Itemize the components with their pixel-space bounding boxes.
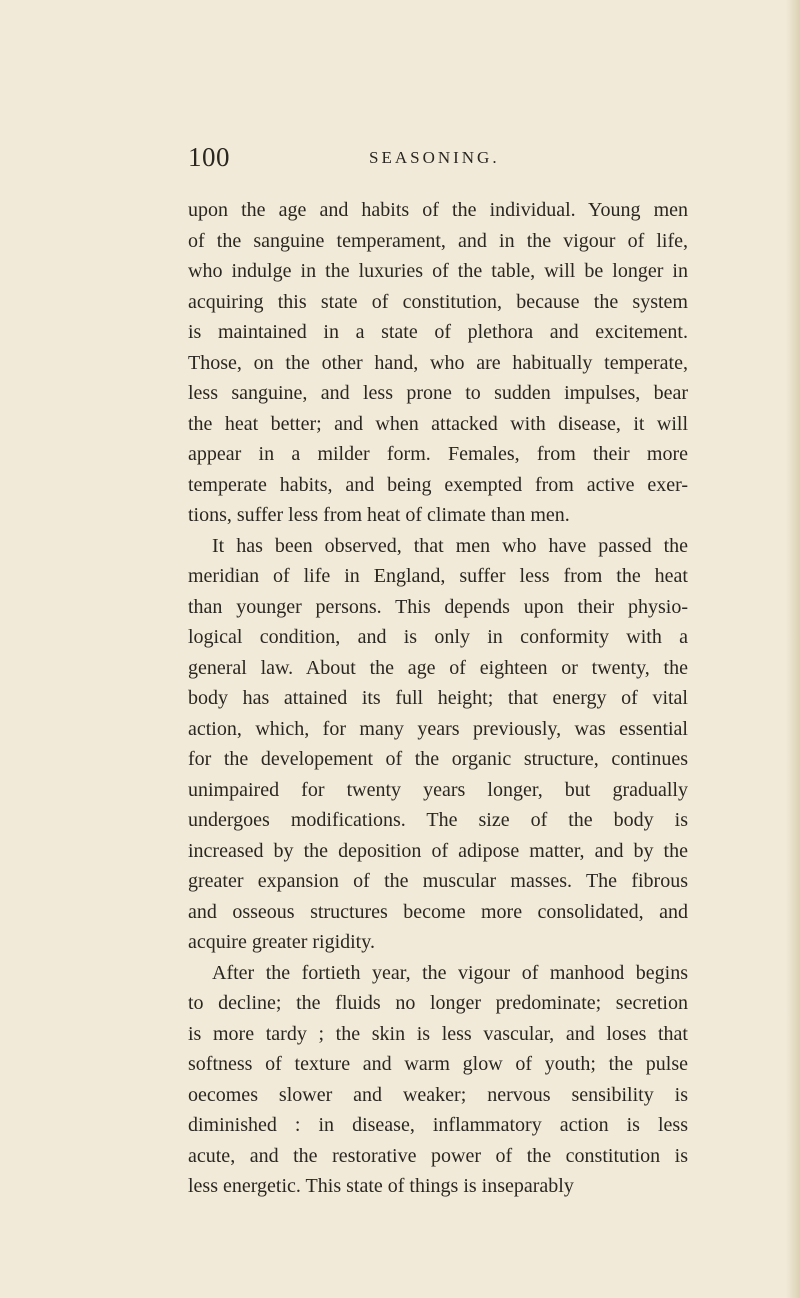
- text-line: greater expansion of the muscular masses. The fibrous: [188, 870, 688, 892]
- text-line: general law. About the age of eighteen or twenty, the: [188, 656, 688, 679]
- page-header: [188, 142, 688, 182]
- text-line: appear in a milder form. Females, from their more: [188, 443, 688, 465]
- text-line: is more tardy ; the skin is less vascular, and loses that: [188, 1022, 688, 1045]
- text-line: oecomes slower and weaker; nervous sensibility is: [188, 1083, 688, 1106]
- text-line: upon the age and habits of the individual. Young men: [188, 199, 688, 221]
- paragraph: [188, 958, 688, 1202]
- text-line: and osseous structures become more consolidated, and: [188, 900, 688, 923]
- paragraph: [188, 531, 688, 958]
- text-line: increased by the deposition of adipose matter, and by the: [188, 839, 688, 862]
- text-line: undergoes modifications. The size of the body is: [188, 809, 688, 831]
- page-number: 100: [188, 142, 230, 172]
- text-line: logical condition, and is only in conformity with a: [188, 626, 688, 648]
- text-line: meridian of life in England, suffer less from the heat: [188, 565, 688, 587]
- text-line: Those, on the other hand, who are habitually temperate,: [188, 351, 688, 374]
- text-line: less sanguine, and less prone to sudden impulses, bear: [188, 382, 688, 404]
- text-line: to decline; the fluids no longer predominate; secretion: [188, 992, 688, 1014]
- text-line: for the developement of the organic structure, continues: [188, 748, 688, 770]
- text-line: action, which, for many years previously, was essential: [188, 717, 688, 740]
- text-line: unimpaired for twenty years longer, but gradually: [188, 778, 688, 801]
- text-line: than younger persons. This depends upon their physio-: [188, 595, 688, 618]
- page-edge-shadow: [786, 0, 800, 1298]
- text-line: It has been observed, that men who have passed the: [212, 534, 688, 557]
- running-head: SEASONING.: [369, 148, 500, 167]
- text-line: who indulge in the luxuries of the table, will be longer in: [188, 260, 688, 282]
- text-line: diminished : in disease, inflammatory action is less: [188, 1114, 688, 1136]
- text-line: temperate habits, and being exempted from active exer-: [188, 473, 688, 496]
- text-line: tions, suffer less from heat of climate than men.: [188, 504, 570, 526]
- text-line: acute, and the restorative power of the constitution is: [188, 1144, 688, 1167]
- text-line: less energetic. This state of things is inseparably: [188, 1175, 574, 1197]
- body-text: [188, 195, 688, 1202]
- text-line: softness of texture and warm glow of youth; the pulse: [188, 1053, 688, 1075]
- text-line: of the sanguine temperament, and in the vigour of life,: [188, 229, 688, 252]
- paragraph: [188, 195, 688, 531]
- text-line: is maintained in a state of plethora and excitement.: [188, 321, 688, 343]
- text-line: After the fortieth year, the vigour of manhood begins: [212, 961, 688, 984]
- text-line: acquiring this state of constitution, because the system: [188, 290, 688, 313]
- text-line: the heat better; and when attacked with disease, it will: [188, 412, 688, 435]
- text-line: acquire greater rigidity.: [188, 931, 375, 953]
- text-line: body has attained its full height; that energy of vital: [188, 687, 688, 709]
